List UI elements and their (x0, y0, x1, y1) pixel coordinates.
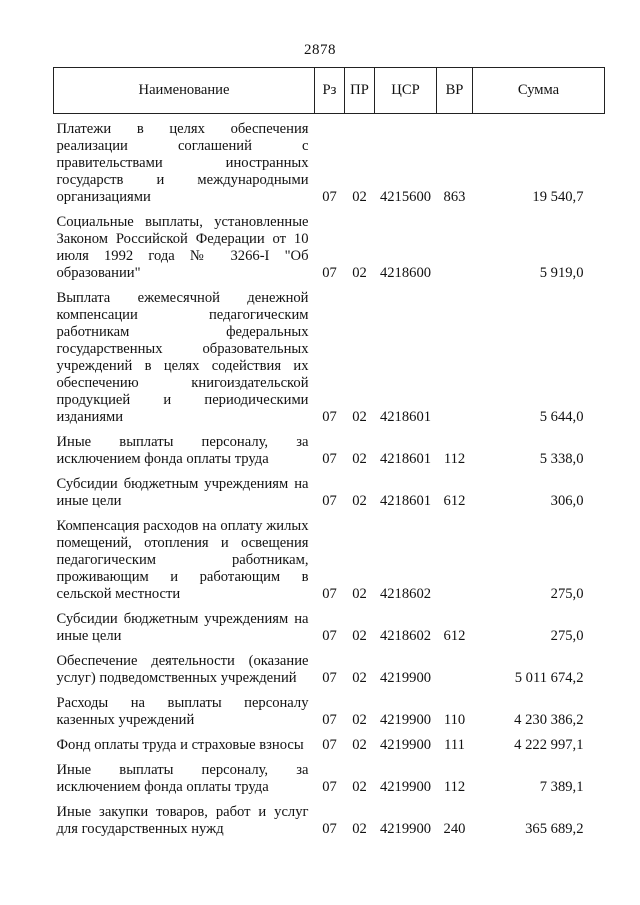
row-name: Субсидии бюджетным учреждениям на иные цели (56, 476, 309, 509)
row-pr: 02 (352, 737, 367, 753)
row-csr: 4218602 (379, 628, 432, 644)
table-row (54, 729, 605, 754)
header-pr: ПР (345, 68, 375, 114)
page-number: 2878 (304, 42, 336, 58)
row-name: Иные закупки товаров, работ и услуг для государственных нужд (56, 804, 309, 837)
row-vr: 863 (443, 189, 466, 205)
row-csr: 4218601 (379, 493, 432, 509)
row-pr: 02 (352, 628, 367, 644)
row-csr: 4219900 (379, 712, 432, 728)
header-vr: ВР (437, 68, 473, 114)
row-name: Социальные выплаты, установленные Законом Российской Федерации от 10 июля 1992 года № 3266-I "Об образовании" (56, 214, 309, 281)
row-csr: 4218601 (379, 451, 432, 467)
row-vr (437, 510, 473, 603)
row-name: Компенсация расходов на оплату жилых помещений, отопления и освещения педагогическим работникам, проживающим и работающим в сельской местности (56, 518, 309, 602)
row-rz: 07 (322, 493, 337, 509)
row-name: Выплата ежемесячной денежной компенсации педагогическим работникам федеральных государственных образовательных учреждений в целях содействия их обеспечению книгоиздательской продукцией и периодическими изданиями (56, 290, 309, 425)
row-vr (437, 206, 473, 282)
row-csr: 4215600 (379, 189, 432, 205)
row-vr (437, 282, 473, 426)
row-rz: 07 (322, 712, 337, 728)
row-name: Иные выплаты персоналу, за исключением фонда оплаты труда (56, 762, 309, 795)
row-sum: 5 011 674,2 (514, 670, 584, 686)
row-csr: 4218601 (379, 409, 432, 425)
row-sum: 5 919,0 (539, 265, 584, 281)
header-name: Наименование (54, 68, 315, 114)
table-body (54, 114, 605, 839)
row-rz: 07 (322, 670, 337, 686)
row-pr: 02 (352, 189, 367, 205)
row-sum: 19 540,7 (532, 189, 584, 205)
row-rz: 07 (322, 451, 337, 467)
table-row (54, 603, 605, 645)
table-row (54, 754, 605, 796)
row-rz: 07 (322, 779, 337, 795)
row-csr: 4218600 (379, 265, 432, 281)
row-pr: 02 (352, 779, 367, 795)
row-vr: 612 (443, 628, 466, 644)
row-rz: 07 (322, 737, 337, 753)
row-sum: 306,0 (550, 493, 584, 509)
row-vr: 240 (443, 821, 466, 837)
table-row (54, 114, 605, 207)
table-row (54, 510, 605, 603)
row-sum: 7 389,1 (539, 779, 584, 795)
header-csr: ЦСР (375, 68, 437, 114)
row-csr: 4219900 (379, 670, 432, 686)
table-row (54, 468, 605, 510)
table-row (54, 282, 605, 426)
table-row (54, 645, 605, 687)
row-name: Обеспечение деятельности (оказание услуг) подведомственных учреждений (56, 653, 309, 686)
row-csr: 4219900 (379, 779, 432, 795)
row-vr: 612 (443, 493, 466, 509)
row-pr: 02 (352, 409, 367, 425)
row-name: Субсидии бюджетным учреждениям на иные цели (56, 611, 309, 644)
row-pr: 02 (352, 712, 367, 728)
table-row (54, 206, 605, 282)
row-vr: 111 (444, 737, 465, 753)
row-sum: 4 230 386,2 (514, 712, 584, 728)
row-name: Платежи в целях обеспечения реализации соглашений с правительствами иностранных государств и международными организациями (56, 121, 309, 205)
header-sum: Сумма (473, 68, 605, 114)
row-rz: 07 (322, 409, 337, 425)
table-row (54, 426, 605, 468)
table-header (54, 68, 605, 114)
row-sum: 365 689,2 (525, 821, 584, 837)
row-rz: 07 (322, 265, 337, 281)
row-rz: 07 (322, 586, 337, 602)
row-pr: 02 (352, 451, 367, 467)
row-sum: 5 644,0 (539, 409, 584, 425)
row-vr: 112 (443, 779, 466, 795)
table-row (54, 796, 605, 838)
row-csr: 4218602 (379, 586, 432, 602)
row-sum: 5 338,0 (539, 451, 584, 467)
row-rz: 07 (322, 189, 337, 205)
row-csr: 4219900 (379, 737, 432, 753)
row-vr (437, 645, 473, 687)
row-name: Иные выплаты персоналу, за исключением фонда оплаты труда (56, 434, 309, 467)
row-sum: 275,0 (550, 586, 584, 602)
row-vr: 110 (443, 712, 466, 728)
row-pr: 02 (352, 493, 367, 509)
row-pr: 02 (352, 821, 367, 837)
row-pr: 02 (352, 670, 367, 686)
row-pr: 02 (352, 265, 367, 281)
row-name: Расходы на выплаты персоналу казенных учреждений (56, 695, 309, 728)
table-row (54, 687, 605, 729)
row-sum: 275,0 (550, 628, 584, 644)
row-csr: 4219900 (379, 821, 432, 837)
row-vr: 112 (443, 451, 466, 467)
row-name: Фонд оплаты труда и страховые взносы (56, 737, 304, 753)
row-pr: 02 (352, 586, 367, 602)
row-sum: 4 222 997,1 (514, 737, 584, 753)
row-rz: 07 (322, 821, 337, 837)
row-rz: 07 (322, 628, 337, 644)
budget-table (53, 67, 605, 838)
header-rz: Рз (315, 68, 345, 114)
